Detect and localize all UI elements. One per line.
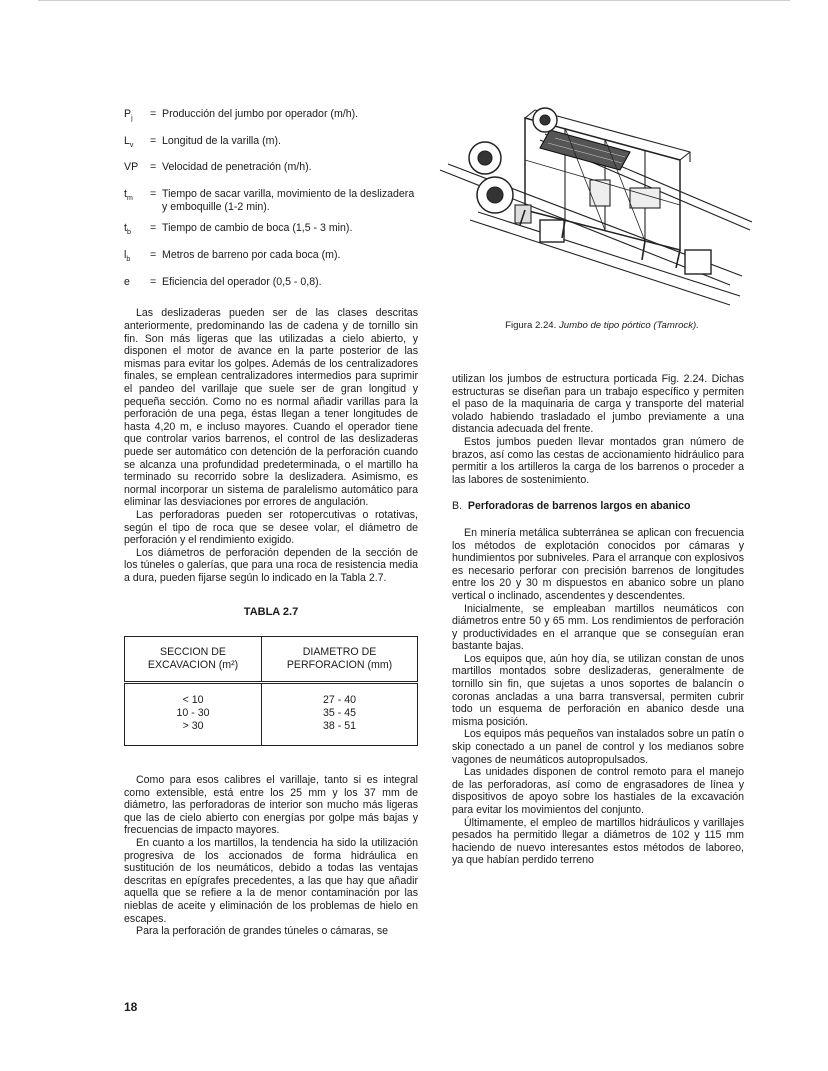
table-cell-seccion: < 10 10 - 30 > 30: [176, 694, 210, 733]
definition-lv: $L_v$ = Longitud de la varilla (m).: [124, 134, 281, 149]
left-column: [124, 108, 418, 938]
paragraph: Las unidades disponen de control remoto para el manejo de las perforadoras, así como de engrasadores de línea y dispositivos de apoyo sobre los hastiales de la excavación para evitar los movimientos del conjunto.: [452, 766, 744, 816]
table-header: SECCION DE EXCAVACION (m²): [125, 637, 262, 683]
figure-caption: Figura 2.24. Jumbo de tipo pórtico (Tamrock).: [505, 320, 699, 331]
paragraph: Para la perforación de grandes túneles o cámaras, se: [136, 925, 389, 938]
paragraph: Inicialmente, se empleaban martillos neumáticos con diámetros entre 50 y 65 mm. Los rendimientos de perforación y productividades en el arranque que se conseguían eran bastante bajas.: [452, 602, 744, 653]
definition-tb: $t_b$ = Tiempo de cambio de boca (1,5 - 3 min).: [124, 222, 353, 237]
definition-pj: $P_j$ = Producción del jumbo por operador (m/h).: [124, 108, 359, 123]
paragraph: En minería metálica subterránea se aplican con frecuencia los métodos de explotación conocidos por cámaras y hundimientos por subniveles. Para el arranque con explosivos es necesario perforar con precisión barrenos de longitudes entre los 20 y 30 m dispuestos en abanico sobre un plano vertical o inclinado, ascendentes y descendentes.: [452, 526, 744, 602]
definition-tm: $t_m$ = Tiempo de sacar varilla, movimiento de la deslizadera y emboquille (1-2 min).: [124, 188, 415, 213]
table-cell-diametro: 27 - 40 35 - 45 38 - 51: [262, 683, 418, 746]
paragraph: Como para esos calibres el varillaje, tanto si es integral como extensible, está entre los 25 mm y los 37 mm de diámetro, las perforadoras de interior son mucho más ligeras que las de cielo abierto con energías por golpe más bajas y frecuencias de impacto mayores.: [124, 774, 418, 837]
paragraph: Los equipos que, aún hoy día, se utilizan constan de unos martillos montados sobre deslizaderas, generalmente de tornillo sin fin, que sujetas a unos soportes de balancín o coronas ancladas a una barra transversal, permiten cubrir todo un esquema de perforación en abanico desde una misma posición.: [452, 652, 744, 728]
paragraph: Últimamente, el empleo de martillos hidráulicos y varillajes pesados ha permitido llegar a diámetros de 102 y 115 mm haciendo de nuevo interesantes estos métodos de laboreo, ya que habían perdido terreno: [452, 816, 744, 867]
paragraph: Los equipos más pequeños van instalados sobre un patín o skip conectado a un panel de control y los medianos sobre vagones de neumáticos autopropulsados.: [452, 728, 744, 766]
definition-lb: $l_b$ = Metros de barreno por cada boca (m).: [124, 249, 341, 264]
paragraph: Los diámetros de perforación dependen de la sección de los túneles o galerías, que para una roca de resistencia media a dura, pueden fijarse según lo indicado en la Tabla 2.7.: [124, 546, 418, 584]
definition-e: e = Eficiencia del operador (0,5 - 0,8).: [124, 275, 322, 288]
table-header: DIAMETRO DE PERFORACION (mm): [262, 637, 418, 683]
paragraph: En cuanto a los martillos, la tendencia ha sido la utilización progresiva de los accionados de forma hidráulica en sustitución de los neumáticos, debido a todas las ventajas descritas en epígrafes precedentes, a las que hay que añadir aquella que se refiere a la de menor contaminación por las nieblas de aceite y eliminación de los problemas de hielo en escapes.: [124, 837, 418, 925]
paragraph: Las perforadoras pueden ser rotopercutivas o rotativas, según el tipo de roca que se desee volar, el diámetro de perforación y el rendimiento exigido.: [124, 508, 418, 547]
paragraph: utilizan los jumbos de estructura porticada Fig. 2.24. Dichas estructuras se diseñan para un trabajo específico y permiten el paso de la maquinaria de carga y transporte del material volado habiendo trasladado el jumbo previamente a una distancia adecuada del frente.: [452, 373, 744, 436]
section-heading: B. Perforadoras de barrenos largos en abanico: [452, 500, 691, 513]
table-2-7: [124, 636, 418, 746]
right-column: [452, 373, 744, 867]
table-title: TABLA 2.7: [243, 606, 299, 619]
definition-vp: VP = Velocidad de penetración (m/h).: [124, 161, 312, 174]
jumbo-portico-figure: [430, 100, 752, 315]
paragraph: Estos jumbos pueden llevar montados gran número de brazos, así como las cestas de accionamiento hidráulico para permitir a los artilleros la carga de los barrenos o proceder a las labores de sostenimiento.: [452, 435, 744, 486]
page-number: 18: [124, 1000, 138, 1014]
top-rule: [38, 0, 790, 1]
definitions-list: [124, 108, 418, 293]
table-header-row: [125, 637, 418, 683]
paragraph: Las deslizaderas pueden ser de las clases descritas anteriormente, predominando las de cadena y de tornillo sin fin. Son más ligeras que las utilizadas a cielo abierto, y disponen el motor de avance en la parte posterior de las mismas para evitar los golpes. Además de los centralizadores finales, se emplean centralizadores intermedios para suprimir el pandeo del varillaje que suele ser de gran longitud y pequeña sección. Como no es normal añadir varillas para la perforación de una pega, éstas llegan a tener longitudes de hasta 4,20 m, e incluso mayores. Cuando el operador tiene que controlar varios barrenos, el control de las deslizaderas puede ser automático con detención de la perforación cuando se alcanza una profundidad predeterminada, o el martillo ha terminado su recorrido sobre la deslizadera. Asimismo, es normal incorporar un sistema de paralelismo automático para eliminar las desviaciones por errores de angulación.: [124, 307, 418, 509]
table-row: [125, 683, 418, 746]
